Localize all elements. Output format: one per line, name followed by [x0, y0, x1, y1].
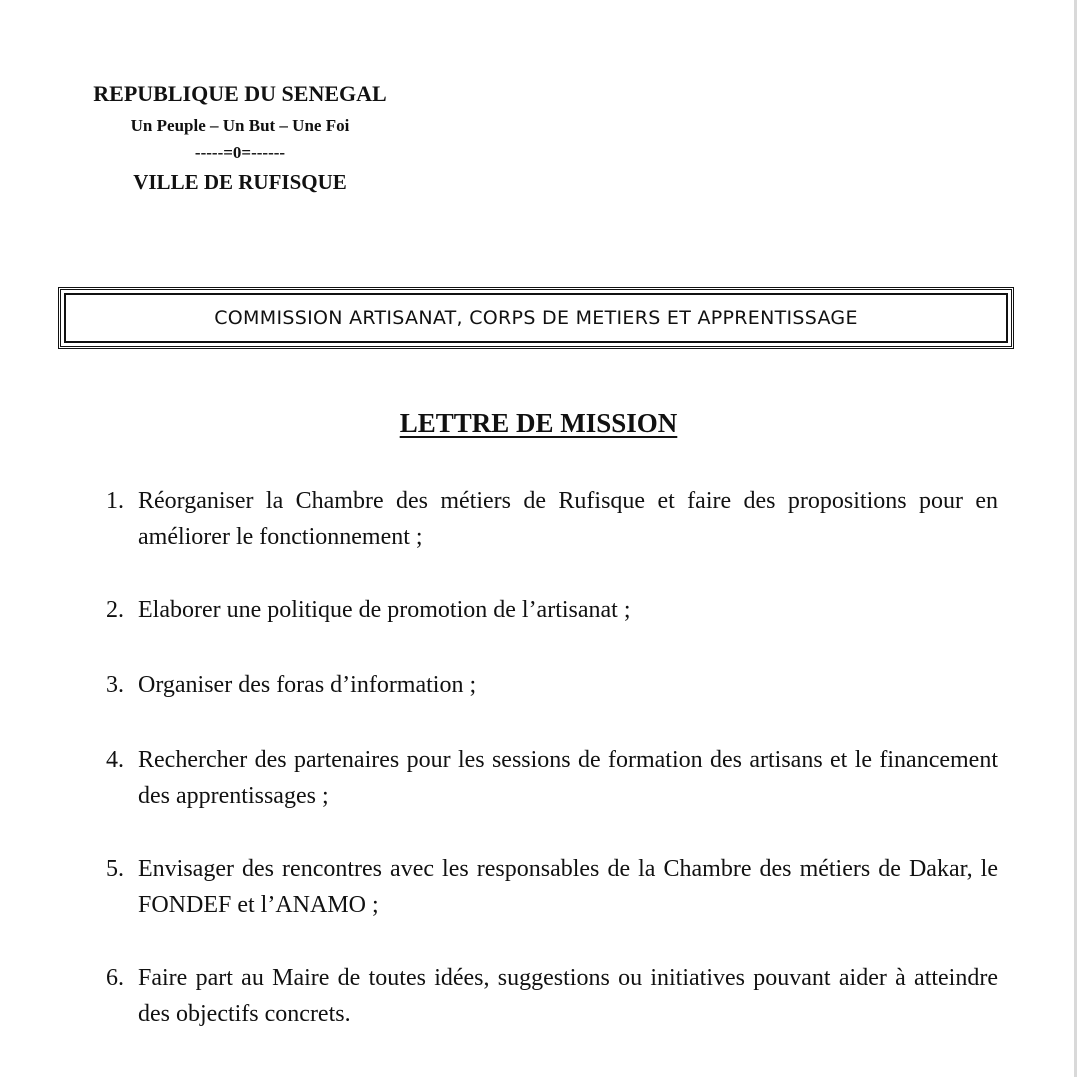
- letterhead: [60, 80, 420, 196]
- mission-text: Organiser des foras d’information ;: [138, 672, 477, 698]
- mission-item: [106, 851, 998, 923]
- mission-text: Envisager des rencontres avec les responsables de la Chambre des métiers de Dakar, le FONDEF et l’ANAMO ;: [138, 856, 998, 918]
- mission-text: Rechercher des partenaires pour les sessions de formation des artisans et le financement des apprentissages ;: [138, 747, 998, 809]
- mission-list: [106, 483, 998, 1069]
- document-title: [0, 406, 1077, 440]
- national-motto: Un Peuple – Un But – Une Foi: [130, 116, 350, 135]
- mission-number: 4.: [106, 747, 124, 773]
- mission-item: [106, 742, 998, 814]
- header-separator: -----=0=------: [194, 143, 286, 162]
- commission-title: COMMISSION ARTISANAT, CORPS DE METIERS ET APPRENTISSAGE: [64, 293, 1008, 343]
- mission-item: [106, 960, 998, 1032]
- mission-number: 6.: [106, 965, 124, 991]
- city-name: VILLE DE RUFISQUE: [133, 170, 347, 194]
- mission-item: [106, 667, 998, 703]
- mission-text: Elaborer une politique de promotion de l’artisanat ;: [138, 597, 631, 623]
- mission-text: Réorganiser la Chambre des métiers de Rufisque et faire des propositions pour en améliorer le fonctionnement ;: [138, 488, 998, 550]
- country-name: REPUBLIQUE DU SENEGAL: [93, 81, 387, 106]
- mission-item: [106, 483, 998, 555]
- mission-text: Faire part au Maire de toutes idées, suggestions ou initiatives pouvant aider à atteindre des objectifs concrets.: [138, 965, 998, 1027]
- commission-title-box: [58, 287, 1014, 349]
- mission-number: 3.: [106, 672, 124, 698]
- document-title-text: LETTRE DE MISSION: [399, 408, 678, 438]
- mission-number: 1.: [106, 488, 124, 514]
- mission-item: [106, 592, 998, 628]
- mission-number: 2.: [106, 597, 124, 623]
- mission-number: 5.: [106, 856, 124, 882]
